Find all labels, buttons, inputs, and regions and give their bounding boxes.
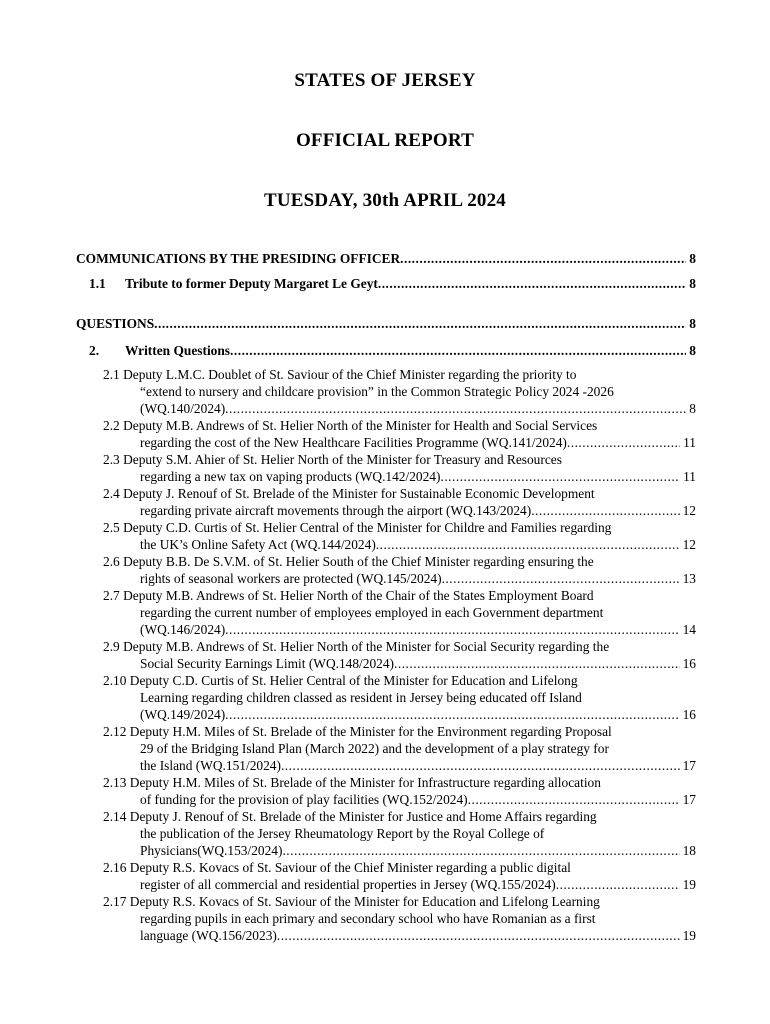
dot-leader <box>400 250 686 267</box>
toc-entry-text: register of all commercial and residential properties in Jersey (WQ.155/2024) <box>140 877 556 892</box>
toc-entry-text: 2.3 Deputy S.M. Ahier of St. Helier North of the Minister for Treasury and Resources <box>103 452 562 467</box>
toc-entry-text: 2.13 Deputy H.M. Miles of St. Brelade of the Minister for Infrastructure regarding allocation <box>103 775 601 790</box>
toc-page-number: 16 <box>682 707 696 722</box>
toc-page-number: 17 <box>682 792 696 807</box>
toc-entry-text: 2.12 Deputy H.M. Miles of St. Brelade of the Minister for the Environment regarding Proposal <box>103 724 612 739</box>
toc-entry-label: Written Questions <box>125 343 231 358</box>
dot-leader <box>225 706 679 723</box>
dot-leader <box>440 468 680 485</box>
toc-entry-text: rights of seasonal workers are protected (WQ.145/2024) <box>140 571 442 586</box>
dot-leader <box>394 655 680 672</box>
toc-entry-text: language (WQ.156/2023) <box>140 928 277 943</box>
toc-entry-communications[interactable] <box>76 250 696 267</box>
toc-entry-text: 2.7 Deputy M.B. Andrews of St. Helier North of the Chair of the States Employment Board <box>103 588 594 603</box>
toc-page-number: 12 <box>682 537 696 552</box>
toc-entry-text: 29 of the Bridging Island Plan (March 2022) and the development of a play strategy for <box>140 741 609 756</box>
toc-entry-text: Social Security Earnings Limit (WQ.148/2024) <box>140 656 395 671</box>
toc-entry-text: regarding a new tax on vaping products (WQ.142/2024) <box>140 469 441 484</box>
toc-page-number: 19 <box>682 877 696 892</box>
toc-entry-question[interactable] <box>103 417 696 451</box>
toc-page-number: 12 <box>682 503 696 518</box>
toc-entry-number: 1.1 <box>89 276 106 291</box>
report-heading: OFFICIAL REPORT <box>295 130 475 151</box>
dot-leader <box>378 275 686 292</box>
toc-entry-label: QUESTIONS <box>76 316 155 331</box>
dot-leader <box>531 502 679 519</box>
toc-page-number: 18 <box>682 843 696 858</box>
toc-entry-text: 2.1 Deputy L.M.C. Doublet of St. Saviour of the Chief Minister regarding the priority to <box>103 367 577 382</box>
toc-entry-text: 2.6 Deputy B.B. De S.V.M. of St. Helier South of the Chief Minister regarding ensuring the <box>103 554 594 569</box>
toc-entry-questions[interactable] <box>76 315 696 332</box>
dot-leader <box>442 570 680 587</box>
toc-entry-question[interactable] <box>103 808 696 859</box>
toc-page-number: 8 <box>689 401 696 416</box>
toc-entry-text: 2.16 Deputy R.S. Kovacs of St. Saviour of the Chief Minister regarding a public digital <box>103 860 571 875</box>
toc-entry-text: “extend to nursery and childcare provision” in the Common Strategic Policy 2024 -2026 <box>140 384 614 399</box>
toc-entry-question[interactable] <box>103 485 696 519</box>
dot-leader <box>225 400 686 417</box>
toc-entry-question[interactable] <box>103 672 696 723</box>
toc-entry-text: of funding for the provision of play facilities (WQ.152/2024) <box>140 792 468 807</box>
toc-page-number: 8 <box>689 316 696 331</box>
dot-leader <box>281 757 680 774</box>
toc-page-number: 19 <box>682 928 696 943</box>
toc-entry-text: 2.2 Deputy M.B. Andrews of St. Helier North of the Minister for Health and Social Services <box>103 418 598 433</box>
toc-entry-text: 2.17 Deputy R.S. Kovacs of St. Saviour of the Minister for Education and Lifelong Learning <box>103 894 600 909</box>
dot-leader <box>567 434 680 451</box>
toc-entry-number: 2. <box>89 343 100 358</box>
toc-entry-text: 2.9 Deputy M.B. Andrews of St. Helier North of the Minister for Social Security regarding the <box>103 639 610 654</box>
toc-entry-text: 2.10 Deputy C.D. Curtis of St. Helier Central of the Minister for Education and Lifelong <box>103 673 578 688</box>
toc-entry-question[interactable] <box>103 451 696 485</box>
dot-leader <box>154 315 686 332</box>
toc-page-number: 8 <box>689 343 696 358</box>
toc-entry-question[interactable] <box>103 893 696 944</box>
toc-entry-question[interactable] <box>103 553 696 587</box>
toc-entry-text: 2.14 Deputy J. Renouf of St. Brelade of the Minister for Justice and Home Affairs regarding <box>103 809 597 824</box>
toc-entry-question[interactable] <box>103 723 696 774</box>
toc-page-number: 8 <box>689 276 696 291</box>
toc-entry-label: COMMUNICATIONS BY THE PRESIDING OFFICER <box>76 251 401 266</box>
toc-entry-text: (WQ.140/2024) <box>140 401 226 416</box>
toc-entry-text: regarding private aircraft movements through the airport (WQ.143/2024) <box>140 503 532 518</box>
dot-leader <box>282 842 679 859</box>
toc-entry-text: the Island (WQ.151/2024) <box>140 758 281 773</box>
toc-entry-text: 2.5 Deputy C.D. Curtis of St. Helier Central of the Minister for Childre and Families regarding <box>103 520 612 535</box>
toc-page-number: 11 <box>683 435 696 450</box>
toc-entry-text: the UK’s Online Safety Act (WQ.144/2024) <box>140 537 376 552</box>
toc-entry-text: the publication of the Jersey Rheumatology Report by the Royal College of <box>140 826 545 841</box>
toc-entry-text: regarding the cost of the New Healthcare Facilities Programme (WQ.141/2024) <box>140 435 567 450</box>
toc-entry-question[interactable] <box>103 519 696 553</box>
dot-leader <box>230 342 686 359</box>
dot-leader <box>225 621 679 638</box>
toc-page-number: 8 <box>689 251 696 266</box>
dot-leader <box>556 876 680 893</box>
toc-entry-text: (WQ.146/2024) <box>140 622 226 637</box>
toc-page-number: 17 <box>682 758 696 773</box>
toc-entry-text: Physicians(WQ.153/2024) <box>140 843 283 858</box>
toc-page-number: 13 <box>682 571 696 586</box>
toc-entry-question[interactable] <box>103 587 696 638</box>
toc-entry-text: regarding pupils in each primary and secondary school who have Romanian as a first <box>140 911 596 926</box>
toc-entry-tribute[interactable] <box>89 275 696 292</box>
toc-entry-written-questions[interactable] <box>89 342 696 359</box>
toc-entry-text: 2.4 Deputy J. Renouf of St. Brelade of the Minister for Sustainable Economic Development <box>103 486 595 501</box>
toc-entry-text: Learning regarding children classed as resident in Jersey being educated off Island <box>140 690 582 705</box>
toc-entry-question[interactable] <box>103 859 696 893</box>
toc-page-number: 14 <box>682 622 696 637</box>
toc-entry-question[interactable] <box>103 366 696 417</box>
report-date: TUESDAY, 30th APRIL 2024 <box>263 190 507 211</box>
toc-entry-question[interactable] <box>103 774 696 808</box>
dot-leader <box>277 927 680 944</box>
dot-leader <box>468 791 680 808</box>
toc-entry-question[interactable] <box>103 638 696 672</box>
toc-page-number: 16 <box>682 656 696 671</box>
toc-entry-label: Tribute to former Deputy Margaret Le Geyt <box>125 276 378 291</box>
toc-entry-text: (WQ.149/2024) <box>140 707 226 722</box>
toc-page-number: 11 <box>683 469 696 484</box>
toc-entry-text: regarding the current number of employees employed in each Government department <box>140 605 604 620</box>
document-title: STATES OF JERSEY <box>294 70 476 91</box>
dot-leader <box>376 536 680 553</box>
